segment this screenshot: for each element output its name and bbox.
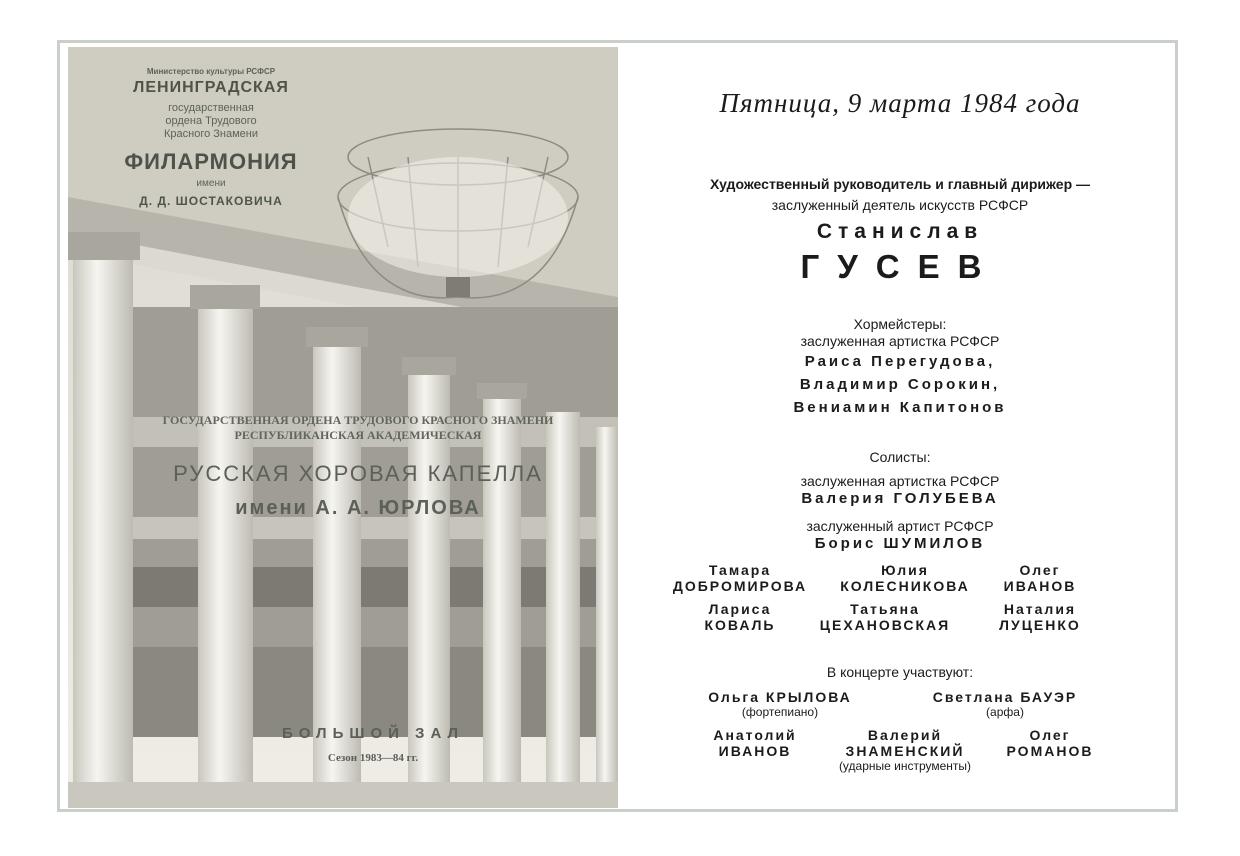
- soloist-title: заслуженная артистка РСФСР: [800, 473, 1000, 489]
- choirmasters-heading: Хормейстеры:: [853, 316, 947, 332]
- soloist-title: заслуженный артист РСФСР: [806, 518, 994, 534]
- imeni-text: имени: [196, 178, 226, 189]
- concert-date: Пятница, 9 марта 1984 года: [719, 88, 1081, 118]
- percussionist-first-name: Олег: [1029, 727, 1071, 743]
- choirmaster-name: Владимир Сорокин,: [799, 376, 1001, 393]
- cover-photo: [68, 47, 618, 808]
- participant-role: (арфа): [986, 705, 1024, 719]
- hall-name: БОЛЬШОЙ ЗАЛ: [281, 725, 464, 742]
- soloist-last-name: ЛУЦЕНКО: [999, 617, 1081, 633]
- percussionist-first-name: Анатолий: [713, 727, 797, 743]
- soloists-heading: Солисты:: [869, 449, 931, 465]
- soloist-last-name: КОВАЛЬ: [704, 617, 776, 633]
- kapella-name: имени А. А. ЮРЛОВА: [235, 497, 481, 519]
- state-text: [86, 102, 336, 141]
- season-text: Сезон 1983—84 гг.: [327, 752, 419, 764]
- participants-heading: В концерте участвуют:: [826, 664, 974, 680]
- soloist-name: Валерия ГОЛУБЕВА: [801, 490, 999, 507]
- percussionist-last-name: ИВАНОВ: [718, 743, 792, 759]
- percussionist-last-name: ЗНАМЕНСКИЙ: [845, 743, 965, 759]
- soloist-first-name: Юлия: [881, 562, 929, 578]
- city-text: ЛЕНИНГРАДСКАЯ: [133, 79, 289, 96]
- order-line: РЕСПУБЛИКАНСКАЯ АКАДЕМИЧЕСКАЯ: [234, 428, 482, 442]
- soloist-last-name: ИВАНОВ: [1003, 578, 1077, 594]
- soloist-last-name: ДОБРОМИРОВА: [672, 578, 808, 594]
- state-line: государственная: [168, 102, 254, 114]
- choirmasters-title: заслуженная артистка РСФСР: [800, 333, 1000, 349]
- director-title-2: заслуженный деятель искусств РСФСР: [771, 197, 1029, 213]
- participant-role: (фортепиано): [741, 705, 819, 719]
- soloist-name: Борис ШУМИЛОВ: [814, 535, 986, 552]
- state-line: ордена Трудового: [165, 115, 257, 127]
- order-line: ГОСУДАРСТВЕННАЯ ОРДЕНА ТРУДОВОГО КРАСНОГО ЗНАМЕНИ: [162, 413, 554, 427]
- participant-name: Светлана БАУЭР: [932, 689, 1078, 705]
- participant-name: Ольга КРЫЛОВА: [708, 689, 852, 705]
- state-line: Красного Знамени: [163, 128, 258, 140]
- soloist-first-name: Татьяна: [850, 601, 920, 617]
- order-text: [138, 413, 578, 443]
- kapella-title: РУССКАЯ ХОРОВАЯ КАПЕЛЛА: [173, 461, 543, 486]
- director-first-name: Станислав: [816, 220, 984, 243]
- philharmonia-title: ФИЛАРМОНИЯ: [124, 149, 298, 174]
- soloist-first-name: Тамара: [708, 562, 772, 578]
- soloist-last-name: КОЛЕСНИКОВА: [840, 578, 970, 594]
- soloist-first-name: Лариса: [708, 601, 772, 617]
- soloist-first-name: Наталия: [1003, 601, 1077, 617]
- percussion-role: (ударные инструменты): [838, 759, 972, 773]
- percussionist-last-name: РОМАНОВ: [1006, 743, 1094, 759]
- choirmaster-name: Вениамин Капитонов: [793, 399, 1007, 416]
- percussionist-first-name: Валерий: [867, 727, 943, 743]
- director-title-1: Художественный руководитель и главный дирижер —: [709, 176, 1091, 192]
- soloist-last-name: ЦЕХАНОВСКАЯ: [819, 617, 951, 633]
- shostakovich-text: Д. Д. ШОСТАКОВИЧА: [139, 194, 283, 208]
- ministry-text: Министерство культуры РСФСР: [146, 67, 276, 76]
- choirmaster-name: Раиса Перегудова,: [804, 353, 996, 370]
- director-last-name: ГУСЕВ: [800, 248, 1000, 285]
- soloist-first-name: Олег: [1019, 562, 1061, 578]
